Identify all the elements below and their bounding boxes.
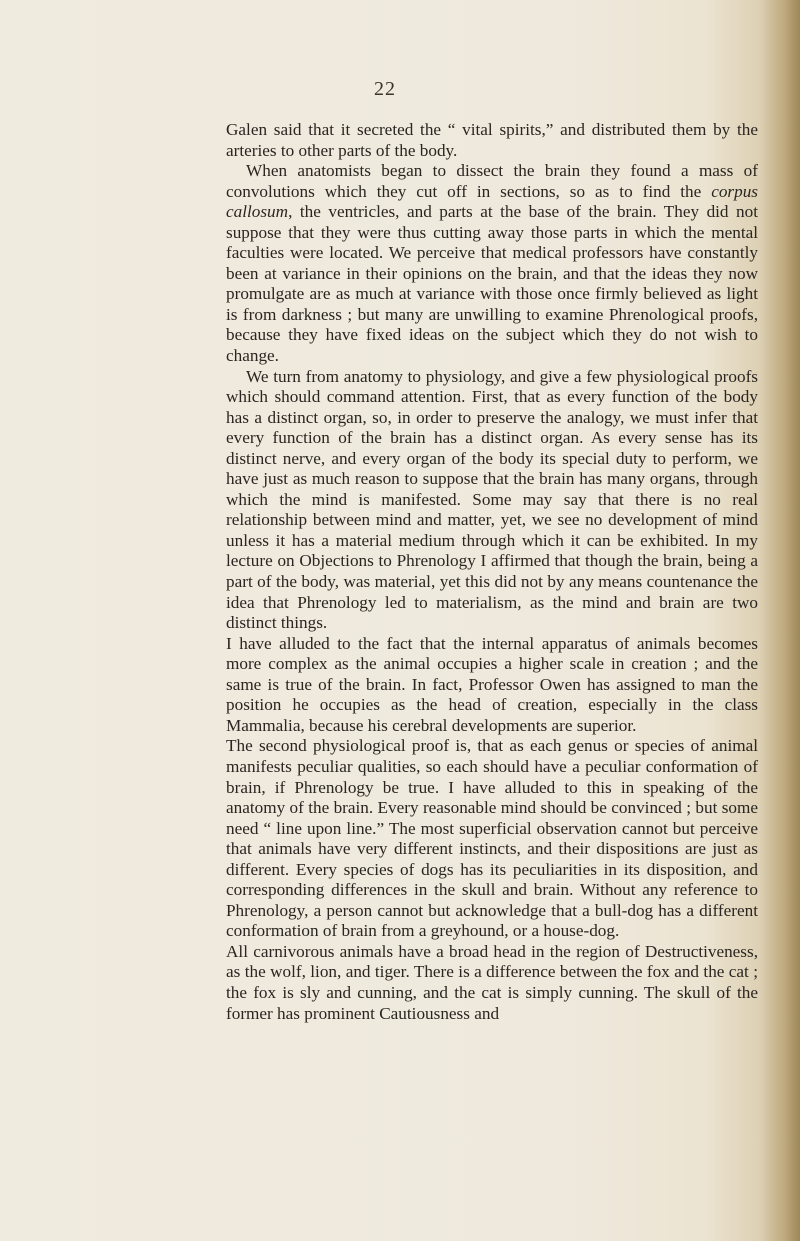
paragraph bbox=[226, 367, 758, 634]
italic-term: corpus callosum bbox=[226, 181, 758, 222]
paragraph bbox=[226, 942, 758, 1024]
paragraph-text: I have alluded to the fact that the internal apparatus of animals becomes more complex as the animal occupies a higher scale in creation ; and the same is true of the brain. In fact, Professor Owen has assigned to man the position he occupies as the head of creation, especially in the class Mammalia, because his cerebral developments are superior. bbox=[226, 633, 758, 735]
paragraph-text: When anatomists began to dissect the brain they found a mass of convolutions which they cut off in sections, so as to find the bbox=[226, 161, 758, 201]
paragraph bbox=[226, 120, 758, 161]
paragraph-text: Galen said that it secreted the “ vital spirits,” and distributed them by the arteries to other parts of the body. bbox=[226, 120, 758, 160]
paragraph-text: The second physiological proof is, that as each genus or species of animal manifests peculiar qualities, so each should have a peculiar conformation of brain, if Phrenology be true. I have alluded to this in speaking of the anatomy of the brain. Every reasonable mind should be convinced ; but some need “ line upon line.” The most superficial observation cannot but perceive that animals have very different instincts, and their dispositions are just as different. Every species of dogs has its peculiarities in its disposition, and corresponding differences in the skull and brain. Without any reference to Phrenology, a person cannot but acknowledge that a bull-dog has a different conformation of brain from a greyhound, or a house-dog. bbox=[226, 736, 758, 941]
body-text bbox=[226, 120, 758, 1024]
paragraph bbox=[226, 161, 758, 366]
paragraph bbox=[226, 736, 758, 941]
page-number: 22 bbox=[374, 78, 396, 100]
paragraph-text: We turn from anatomy to physiology, and give a few physiological proofs which should command attention. First, that as every function of the body has a distinct organ, so, in order to preserve the analogy, we must infer that every function of the brain has a distinct organ. As every sense has its distinct nerve, and every organ of the body its special duty to perform, we have just as much reason to suppose that the brain has many organs, through which the mind is manifested. Some may say that there is no real relationship between mind and matter, yet, we see no development of mind unless it has a material medium through which it can be exhibited. In my lecture on Objections to Phrenology I affirmed that though the brain, being a part of the body, was material, yet this did not by any means countenance the idea that Phrenology led to materialism, as the mind and brain are two distinct things. bbox=[226, 366, 758, 633]
paragraph-text: All carnivorous animals have a broad head in the region of Destructiveness, as the wolf, lion, and tiger. There is a difference between the fox and the cat ; the fox is sly and cunning, and the cat is simply cunning. The skull of the former has prominent Cautiousness and bbox=[226, 941, 758, 1023]
paragraph bbox=[226, 634, 758, 737]
page-edge-stain bbox=[760, 0, 800, 1241]
paragraph-text: , the ventricles, and parts at the base of the brain. They did not suppose that they were thus cutting away those parts in which the mental faculties were located. We perceive that medical professors have constantly been at variance in their opinions on the brain, and that the ideas they now promulgate are as much at variance with those once firmly believed as light is from darkness ; but many are unwilling to examine Phrenological proofs, because they have fixed ideas on the subject which they do not wish to change. bbox=[226, 202, 758, 366]
